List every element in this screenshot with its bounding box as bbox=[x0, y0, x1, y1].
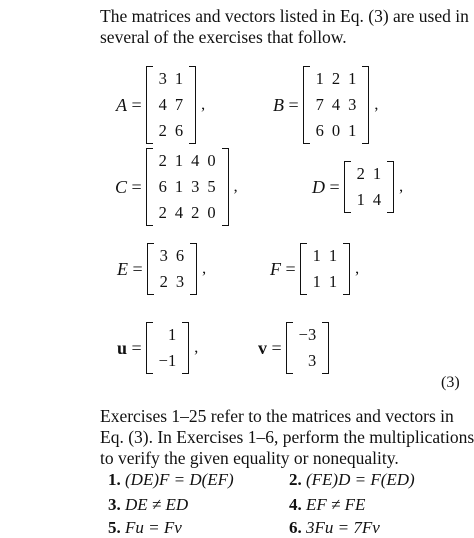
matrix-a-cell: 4 bbox=[158, 95, 167, 114]
matrix-f-cell: 1 bbox=[312, 246, 321, 265]
matrix-b bbox=[303, 66, 370, 144]
matrix-a-cell: 6 bbox=[174, 121, 184, 140]
vector-v-block bbox=[258, 322, 334, 374]
matrix-a-cell: 1 bbox=[174, 69, 184, 88]
intro-line-2: several of the exercises that follow. bbox=[100, 27, 347, 47]
matrix-e-cell: 6 bbox=[175, 246, 185, 265]
matrix-a bbox=[146, 66, 197, 144]
matrix-c-cell: 6 bbox=[158, 177, 167, 196]
intro-paragraph bbox=[100, 6, 469, 48]
matrix-c-cell: 0 bbox=[207, 203, 216, 222]
matrix-a-cell: 7 bbox=[174, 95, 184, 114]
vector-v bbox=[286, 322, 330, 374]
matrix-d-cell: 1 bbox=[372, 164, 382, 183]
matrix-b-cell: 3 bbox=[348, 95, 357, 114]
matrix-c-label: C = bbox=[115, 176, 142, 197]
matrix-f-label: F = bbox=[270, 258, 296, 279]
matrix-c-cell: 5 bbox=[207, 177, 216, 196]
matrix-e-block: E = 3 6 2 3 , bbox=[117, 243, 206, 295]
matrix-c-cell: 3 bbox=[191, 177, 200, 196]
matrix-c-cell: 4 bbox=[174, 203, 184, 222]
matrix-b-cell: 4 bbox=[331, 95, 341, 114]
exercise-5: 5. Fu = Fv bbox=[108, 518, 182, 537]
matrix-e-cell: 3 bbox=[175, 272, 185, 291]
matrix-e bbox=[147, 243, 198, 295]
matrix-d-cell: 2 bbox=[356, 164, 365, 183]
matrix-f bbox=[300, 243, 351, 295]
matrix-a-cell: 2 bbox=[158, 121, 167, 140]
vector-u-block: u = 1 −1 , bbox=[117, 322, 198, 374]
vector-u bbox=[146, 322, 190, 374]
matrix-c-cell: 4 bbox=[191, 151, 200, 170]
matrix-b-cell: 1 bbox=[348, 69, 357, 88]
matrix-d-cell: 1 bbox=[356, 190, 365, 209]
exercises-line-1: Exercises 1–25 refer to the matrices and vectors in bbox=[100, 406, 454, 426]
matrix-c-cell: 2 bbox=[158, 203, 167, 222]
matrix-f-cell: 1 bbox=[328, 272, 338, 291]
matrix-v-cell: 3 bbox=[307, 351, 317, 370]
matrix-b-cell: 2 bbox=[331, 69, 341, 88]
matrix-d-cell: 4 bbox=[372, 190, 382, 209]
intro-line-1: The matrices and vectors listed in Eq. (3) are used in bbox=[100, 6, 469, 26]
matrix-c bbox=[146, 148, 229, 226]
vector-v-label: v = bbox=[258, 337, 282, 358]
matrix-u-cell: −1 bbox=[158, 351, 177, 370]
matrix-d-block: D = 2 1 1 4 , bbox=[312, 161, 403, 213]
exercises-line-3: to verify the given equality or nonequality. bbox=[100, 448, 399, 468]
matrix-d bbox=[344, 161, 395, 213]
matrix-b-cell: 0 bbox=[331, 121, 341, 140]
matrix-c-cell: 1 bbox=[174, 151, 184, 170]
matrix-b-cell: 7 bbox=[315, 95, 324, 114]
matrix-a-block: A = 3 1 4 7 2 6 , bbox=[116, 66, 205, 144]
exercise-4: 4. EF ≠ FE bbox=[289, 495, 366, 514]
matrix-b-cell: 6 bbox=[315, 121, 324, 140]
exercise-2: 2. (FE)D = F(ED) bbox=[289, 470, 415, 489]
matrix-e-cell: 2 bbox=[159, 272, 168, 291]
exercise-1: 1. (DE)F = D(EF) bbox=[108, 470, 234, 489]
matrix-c-cell: 0 bbox=[207, 151, 216, 170]
matrix-u-cell: 1 bbox=[167, 325, 177, 344]
matrix-c-cell: 2 bbox=[191, 203, 200, 222]
exercises-line-2: Eq. (3). In Exercises 1–6, perform the multiplications bbox=[100, 427, 474, 447]
equation-number: (3) bbox=[441, 374, 460, 391]
matrix-v-cell: −3 bbox=[298, 325, 317, 344]
exercises-paragraph bbox=[100, 406, 474, 469]
matrix-f-block: F = 1 1 1 1 , bbox=[270, 243, 359, 295]
vector-u-label: u = bbox=[117, 337, 142, 358]
exercise-6: 6. 3Fu = 7Fv bbox=[289, 518, 380, 537]
matrix-c-cell: 1 bbox=[174, 177, 184, 196]
matrix-b-label: B = bbox=[273, 94, 299, 115]
matrix-d-label: D = bbox=[312, 176, 340, 197]
matrix-f-cell: 1 bbox=[328, 246, 338, 265]
matrix-b-block: B = 1 2 1 7 4 3 6 0 1 , bbox=[273, 66, 378, 144]
matrix-c-cell: 2 bbox=[158, 151, 167, 170]
matrix-a-cell: 3 bbox=[158, 69, 167, 88]
exercise-3: 3. DE ≠ ED bbox=[108, 495, 189, 514]
matrix-e-label: E = bbox=[117, 258, 143, 279]
matrix-a-label: A = bbox=[116, 94, 142, 115]
matrix-b-cell: 1 bbox=[315, 69, 324, 88]
matrix-e-cell: 3 bbox=[159, 246, 168, 265]
matrix-c-block: C = 2 1 4 0 6 1 3 5 2 4 2 0 , bbox=[115, 148, 238, 226]
matrix-f-cell: 1 bbox=[312, 272, 321, 291]
matrix-b-cell: 1 bbox=[348, 121, 357, 140]
